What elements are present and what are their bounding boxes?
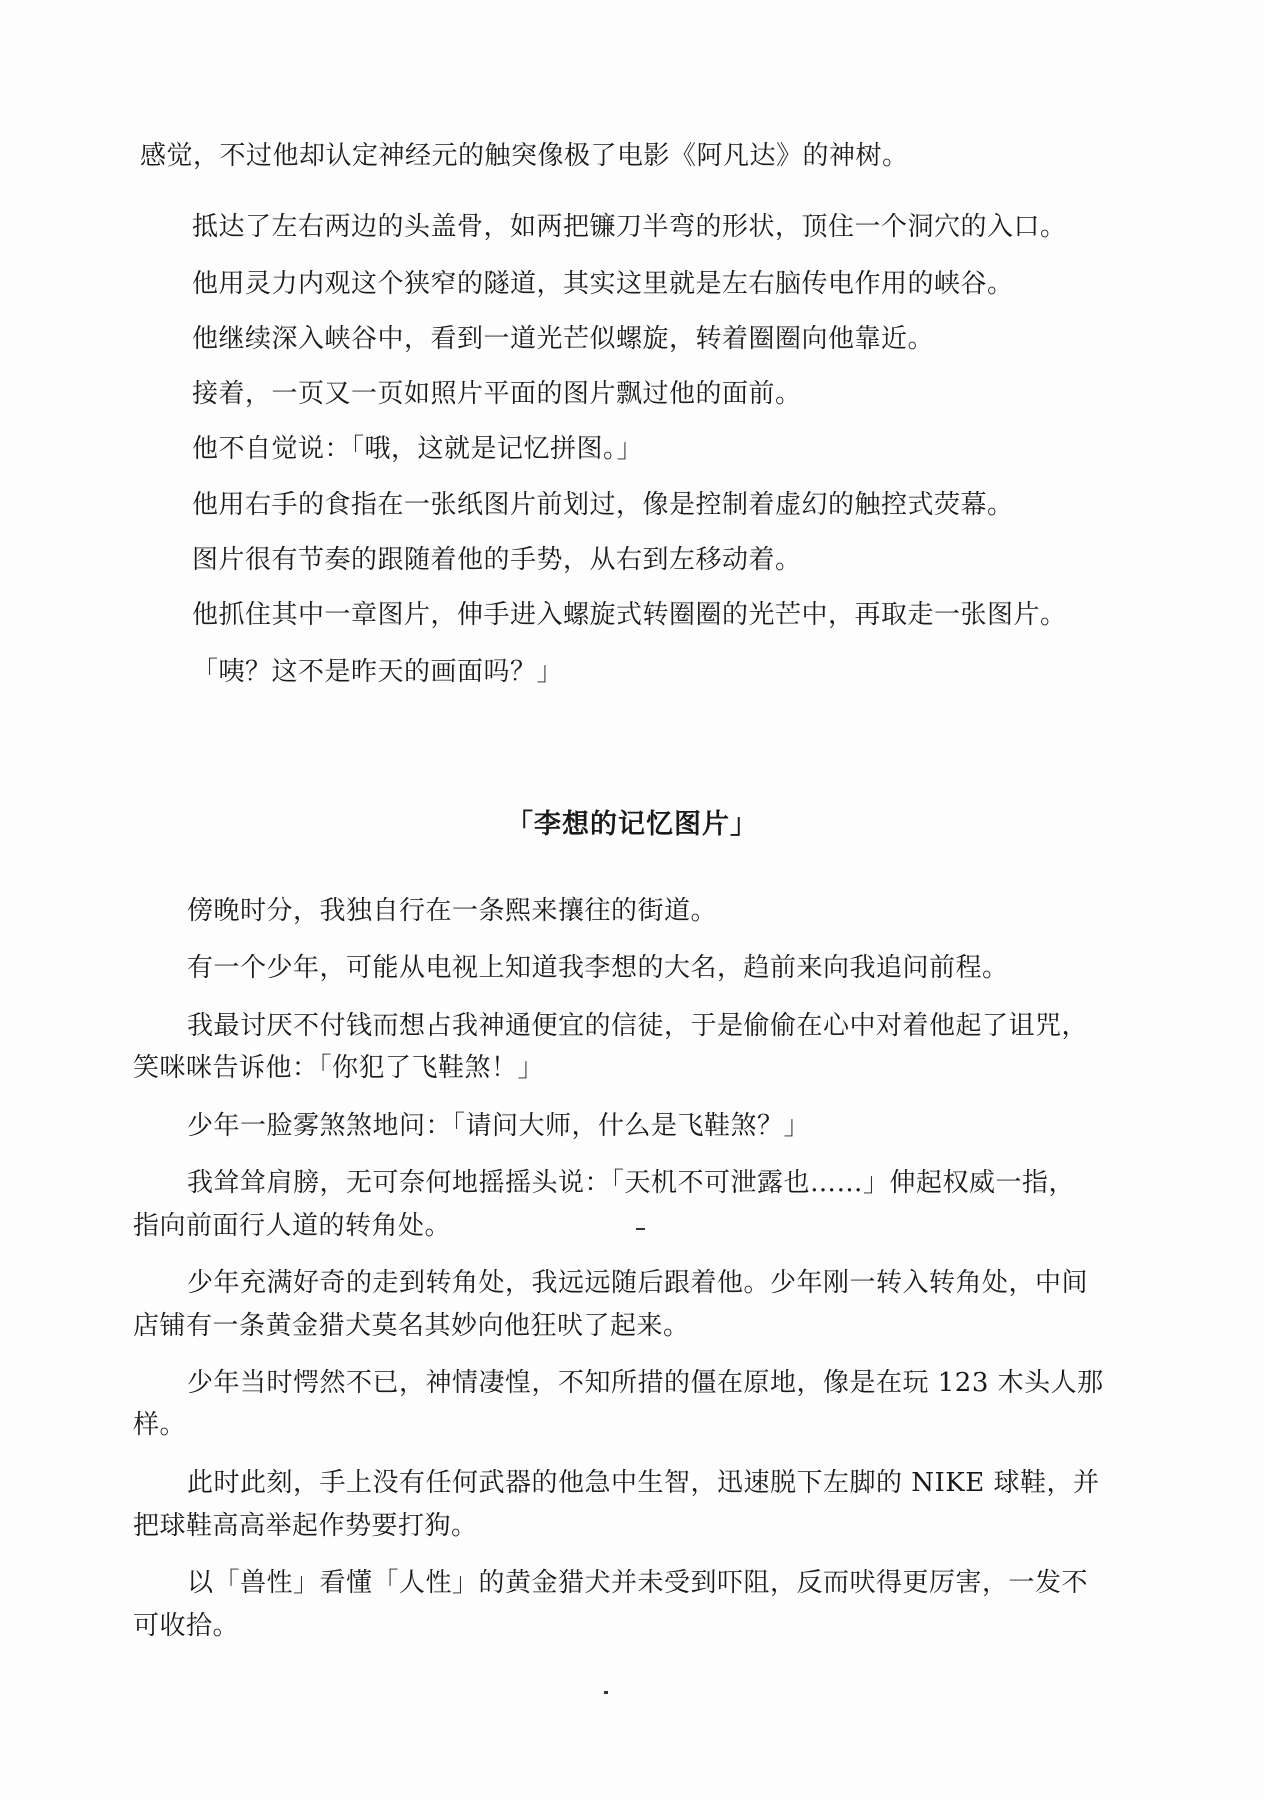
- paragraph-line: 我耸耸肩膀，无可奈何地摇摇头说：「天机不可泄露也……」伸起权威一指，: [187, 1168, 1076, 1198]
- paragraph-line: 此时此刻，手上没有任何武器的他急中生智，迅速脱下左脚的 NIKE 球鞋，并: [187, 1468, 1100, 1498]
- paragraph-line: 我最讨厌不付钱而想占我神通便宜的信徒，于是偷偷在心中对着他起了诅咒，: [187, 1011, 1089, 1041]
- paragraph-line: 样。: [133, 1410, 187, 1440]
- paragraph-line: 店铺有一条黄金猎犬莫名其妙向他狂吠了起来。: [133, 1311, 690, 1341]
- paragraph-line: 少年当时愕然不已，神情凄惶，不知所措的僵在原地，像是在玩 123 木头人那: [187, 1368, 1104, 1398]
- paragraph-line: 少年充满好奇的走到转角处，我远远随后跟着他。少年刚一转入转角处，中间: [187, 1268, 1089, 1298]
- paragraph-line: 他继续深入峡谷中，看到一道光芒似螺旋，转着圈圈向他靠近。: [192, 324, 935, 354]
- scan-speck: [636, 1228, 645, 1230]
- paragraph-line: 可收拾。: [133, 1611, 240, 1641]
- paragraph-line: 他抓住其中一章图片，伸手进入螺旋式转圈圈的光芒中，再取走一张图片。: [192, 600, 1067, 630]
- paragraph-line: 以「兽性」看懂「人性」的黄金猎犬并未受到吓阻，反而吠得更厉害，一发不: [187, 1568, 1089, 1598]
- paragraph-line: 笑咪咪告诉他：「你犯了飞鞋煞！」: [133, 1053, 545, 1083]
- paragraph-line: 他不自觉说：「哦，这就是记忆拼图。」: [192, 434, 644, 464]
- paragraph-line: 少年一脸雾煞煞地问：「请问大师，什么是飞鞋煞？」: [187, 1111, 811, 1141]
- paragraph-line: 他用右手的食指在一张纸图片前划过，像是控制着虚幻的触控式荧幕。: [192, 490, 1014, 520]
- paragraph-line: 指向前面行人道的转角处。: [133, 1211, 452, 1241]
- paragraph-line: 把球鞋高高举起作势要打狗。: [133, 1511, 478, 1541]
- paragraph-line: 「咦？这不是昨天的画面吗？」: [192, 657, 564, 687]
- paragraph-line: 图片很有节奏的跟随着他的手势，从右到左移动着。: [192, 545, 802, 575]
- scan-speck: [604, 1691, 608, 1694]
- paragraph-line: 有一个少年，可能从电视上知道我李想的大名，趋前来向我追问前程。: [187, 953, 1009, 983]
- paragraph-line: 抵达了左右两边的头盖骨，如两把镰刀半弯的形状，顶住一个洞穴的入口。: [192, 212, 1067, 242]
- paragraph-line: 接着，一页又一页如照片平面的图片飘过他的面前。: [192, 379, 802, 409]
- paragraph-line: 他用灵力内观这个狭窄的隧道，其实这里就是左右脑传电作用的峡谷。: [192, 269, 1014, 299]
- paragraph-line: 傍晚时分，我独自行在一条熙来攘往的街道。: [187, 896, 718, 926]
- paragraph-line: 感觉，不过他却认定神经元的触突像极了电影《阿凡达》的神树。: [140, 141, 909, 171]
- section-title: 「李想的记忆图片」: [506, 809, 758, 840]
